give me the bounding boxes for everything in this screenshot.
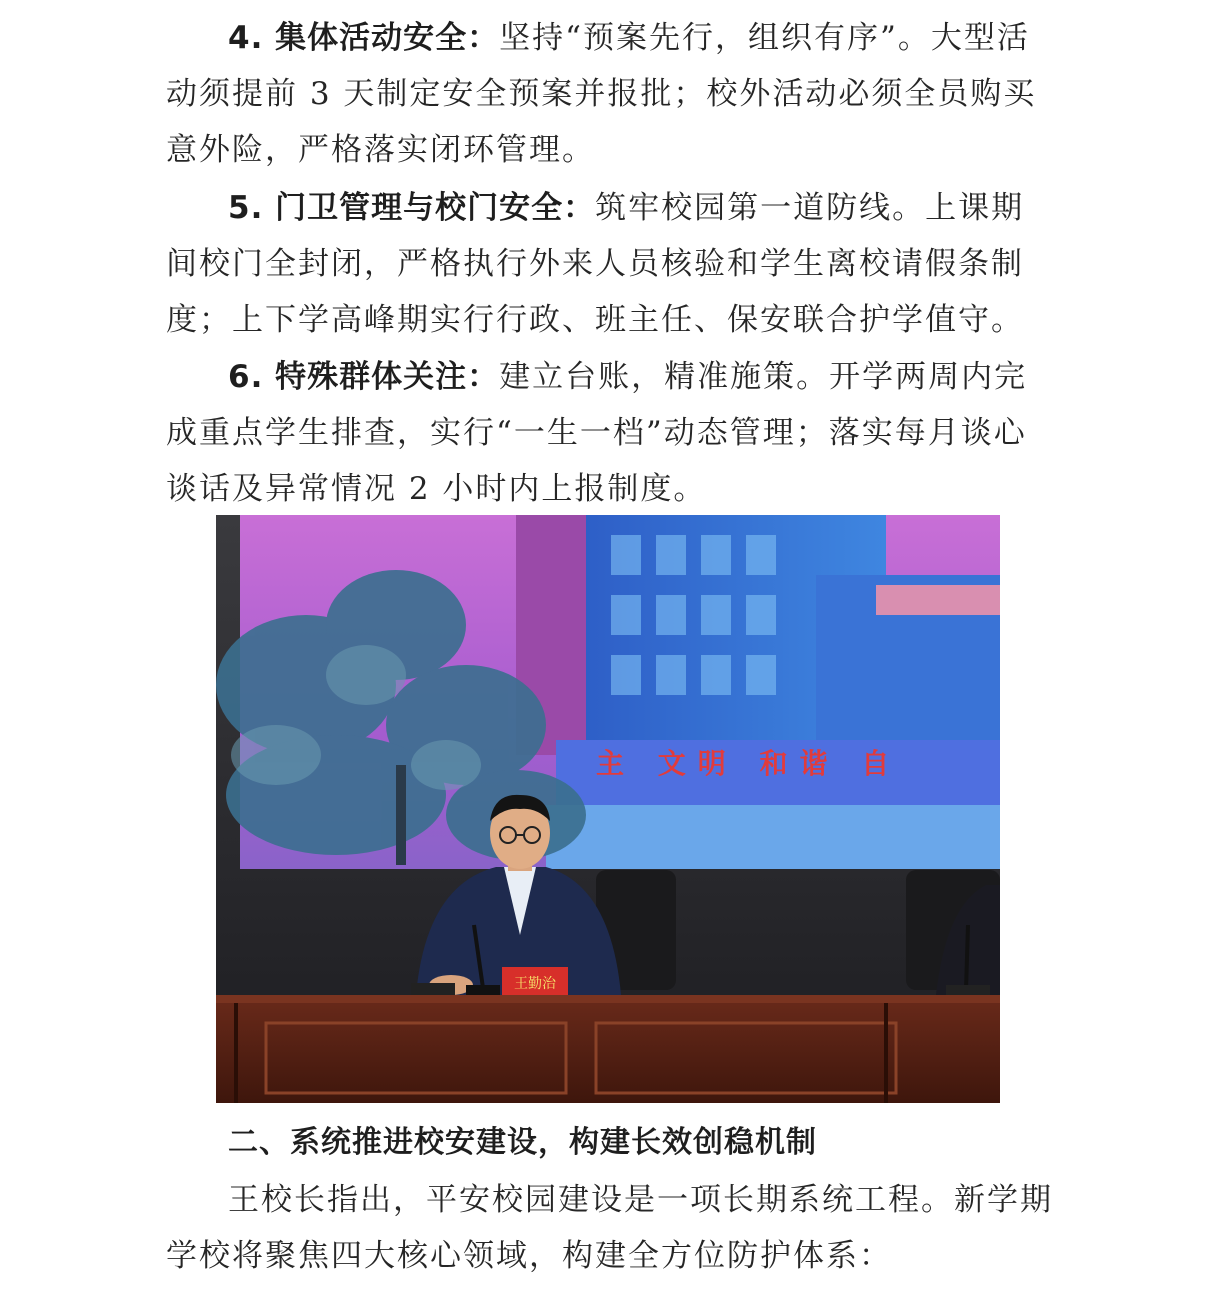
section-title: 6. 特殊群体关注： [228,359,500,395]
section-gate-security [166,180,1056,348]
section-body: 筑牢校园第一道防线。上课期间校门全封闭，严格执行外来人员核验和学生离校请假条制度；上下学高峰期实行行政、班主任、保安联合护学值守。 [166,190,1025,338]
section-heading: 二、系统推进校安建设，构建长效创稳机制 [228,1125,817,1160]
projection-screen [216,515,1000,869]
desk [216,995,1000,1103]
intro-paragraph: 王校长指出，平安校园建设是一项长期系统工程。新学期学校将聚焦四大核心领域，构建全方位防护体系： [166,1182,1053,1274]
screen-slogan: 主 文明 和谐 自 [596,747,902,780]
section-title: 4. 集体活动安全： [228,20,500,56]
meeting-photo [216,515,1000,1103]
section-special-groups [166,349,1056,517]
section-body: 坚持“预案先行，组织有序”。大型活动须提前 3 天制定安全预案并报批；校外活动必须全员购买意外险，严格落实闭环管理。 [166,20,1037,168]
nameplate [502,967,568,997]
section-body: 建立台账，精准施策。开学两周内完成重点学生排查，实行“一生一档”动态管理；落实每月谈心谈话及异常情况 2 小时内上报制度。 [166,359,1028,507]
section-collective-activity-safety [166,10,1056,178]
section-title: 5. 门卫管理与校门安全： [228,190,596,226]
svg-text:王勤治: 王勤治 [514,976,556,992]
